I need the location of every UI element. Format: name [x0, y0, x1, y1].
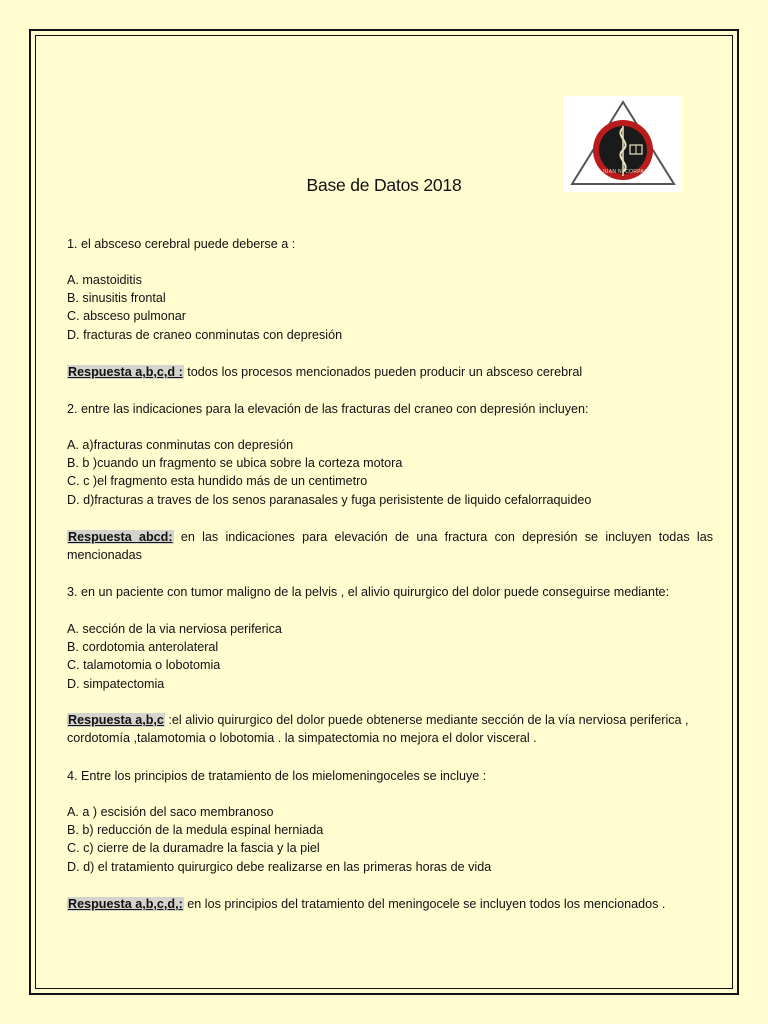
answer-1	[67, 363, 713, 381]
answer-text: todos los procesos mencionados pueden producir un absceso cerebral	[183, 365, 583, 379]
question-text: 2. entre las indicaciones para la elevación de las fracturas del craneo con depresión incluyen:	[67, 402, 589, 416]
question-3-options	[67, 620, 713, 693]
option-b: B. b )cuando un fragmento se ubica sobre la corteza motora	[67, 456, 403, 471]
answer-label: Respuesta a,b,c,d,:	[68, 897, 183, 911]
option-d: D. simpatectomia	[67, 676, 165, 691]
page-title: Base de Datos 2018	[306, 175, 462, 195]
option-c: C. c )el fragmento esta hundido más de un centimetro	[67, 474, 368, 489]
question-2-options	[67, 436, 713, 509]
answer-label: Respuesta a,b,c	[68, 713, 164, 727]
option-b: B. cordotomia anterolateral	[67, 640, 219, 655]
question-text: 4. Entre los principios de tratamiento de los mielomeningoceles se incluye :	[67, 769, 487, 783]
option-c: C. c) cierre de la duramadre la fascia y la piel	[67, 841, 320, 856]
logo-text: JUAN N. CORPAS	[602, 169, 648, 175]
question-4	[67, 767, 713, 785]
answer-2	[67, 528, 713, 564]
question-2	[67, 400, 713, 418]
option-a: A. a ) escisión del saco membranoso	[67, 805, 274, 819]
option-c: C. talamotomia o lobotomia	[67, 658, 221, 673]
option-a: A. sección de la via nerviosa periferica	[67, 622, 282, 636]
answer-text: en las indicaciones para elevación de una fractura con depresión se incluyen todas las mencionadas	[67, 530, 713, 563]
option-d: D. d)fracturas a traves de los senos paranasales y fuga perisistente de liquido cefalorraquideo	[67, 492, 592, 507]
answer-label: Respuesta abcd:	[68, 530, 173, 544]
answer-4	[67, 895, 713, 913]
option-a: A. mastoiditis	[67, 273, 142, 287]
option-b: B. sinusitis frontal	[67, 291, 166, 306]
answer-text: en los principios del tratamiento del meningocele se incluyen todos los mencionados .	[183, 897, 666, 911]
answer-text: :el alivio quirurgico del dolor puede obtenerse mediante sección de la vía nerviosa periferica , cordotomía ,talamotomia o lobotomia . la simpatectomia no mejora el dolor visceral .	[67, 713, 689, 746]
question-1-options	[67, 271, 713, 344]
answer-3	[67, 711, 713, 747]
option-d: D. d) el tratamiento quirurgico debe realizarse en las primeras horas de vida	[67, 859, 492, 874]
option-b: B. b) reducción de la medula espinal herniada	[67, 823, 324, 838]
question-3	[67, 583, 713, 601]
option-d: D. fracturas de craneo conminutas con depresión	[67, 327, 343, 342]
option-c: C. absceso pulmonar	[67, 309, 187, 324]
question-1	[67, 235, 713, 253]
option-a: A. a)fracturas conminutas con depresión	[67, 438, 294, 452]
answer-label: Respuesta a,b,c,d :	[68, 365, 183, 379]
question-4-options	[67, 803, 713, 876]
question-text: 3. en un paciente con tumor maligno de la pelvis , el alivio quirurgico del dolor puede conseguirse mediante:	[67, 585, 670, 599]
question-text: 1. el absceso cerebral puede deberse a :	[67, 237, 296, 251]
